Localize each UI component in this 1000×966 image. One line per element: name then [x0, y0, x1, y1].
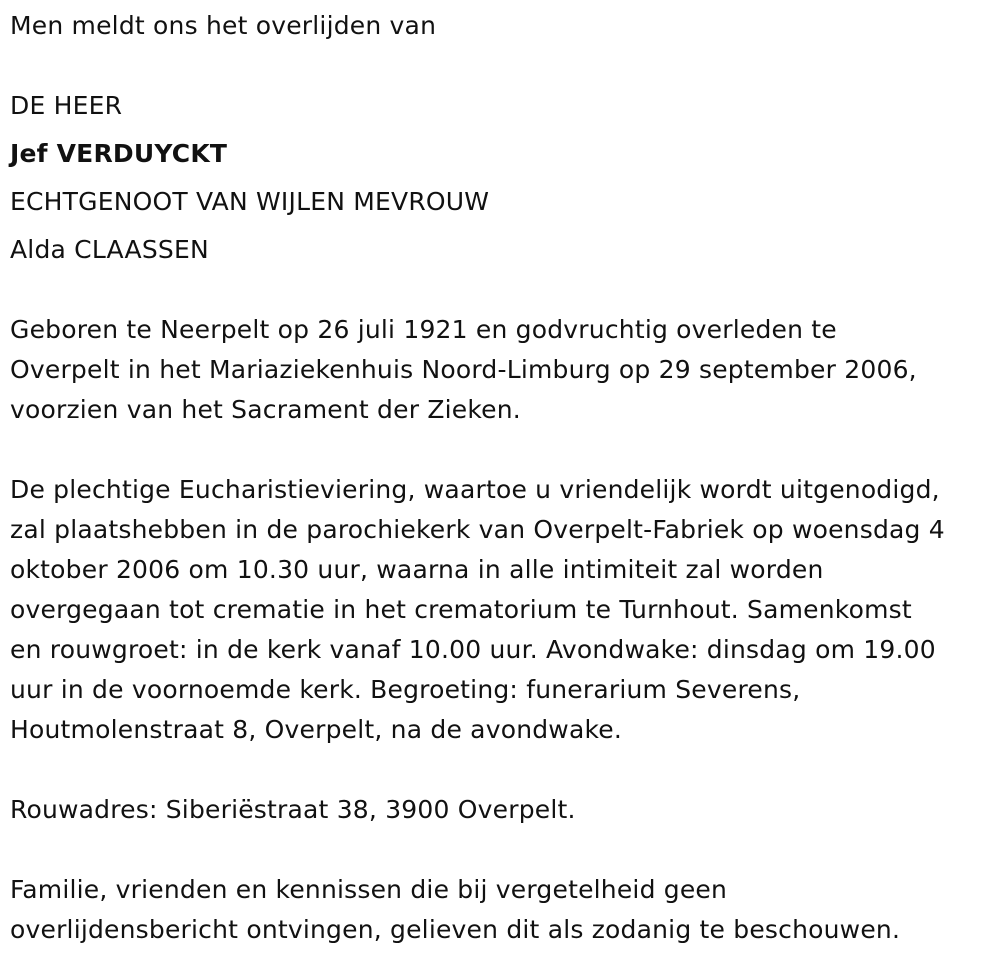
- paragraph-line: overgegaan tot crematie in het crematorium te Turnhout. Samenkomst: [10, 595, 912, 624]
- mourning-address: Rouwadres: Siberiëstraat 38, 3900 Overpelt.: [10, 795, 576, 824]
- paragraph-line: en rouwgroet: in de kerk vanaf 10.00 uur. Avondwake: dinsdag om 19.00: [10, 635, 936, 664]
- paragraph-line: oktober 2006 om 10.30 uur, waarna in alle intimiteit zal worden: [10, 555, 824, 584]
- paragraph-line: Geboren te Neerpelt op 26 juli 1921 en godvruchtig overleden te: [10, 315, 837, 344]
- paragraph-line: Overpelt in het Mariaziekenhuis Noord-Limburg op 29 september 2006,: [10, 355, 917, 384]
- honorific: DE HEER: [10, 91, 123, 120]
- relation-text: ECHTGENOOT VAN WIJLEN MEVROUW: [10, 187, 490, 216]
- obituary-notice: [10, 6, 990, 950]
- paragraph-line: overlijdensbericht ontvingen, gelieven dit als zodanig te beschouwen.: [10, 915, 901, 944]
- closing-paragraph: [10, 870, 990, 950]
- birth-death-paragraph: [10, 310, 990, 430]
- intro-text: Men meldt ons het overlijden van: [10, 11, 437, 40]
- paragraph-line: zal plaatshebben in de parochiekerk van Overpelt-Fabriek op woensdag 4: [10, 515, 945, 544]
- spouse-name: Alda CLAASSEN: [10, 235, 209, 264]
- ceremony-paragraph: [10, 470, 990, 750]
- paragraph-line: Familie, vrienden en kennissen die bij vergetelheid geen: [10, 875, 728, 904]
- paragraph-line: voorzien van het Sacrament der Zieken.: [10, 395, 521, 424]
- deceased-name: Jef VERDUYCKT: [10, 139, 228, 168]
- paragraph-line: De plechtige Eucharistieviering, waartoe u vriendelijk wordt uitgenodigd,: [10, 475, 940, 504]
- paragraph-line: Houtmolenstraat 8, Overpelt, na de avondwake.: [10, 715, 622, 744]
- paragraph-line: uur in de voornoemde kerk. Begroeting: funerarium Severens,: [10, 675, 801, 704]
